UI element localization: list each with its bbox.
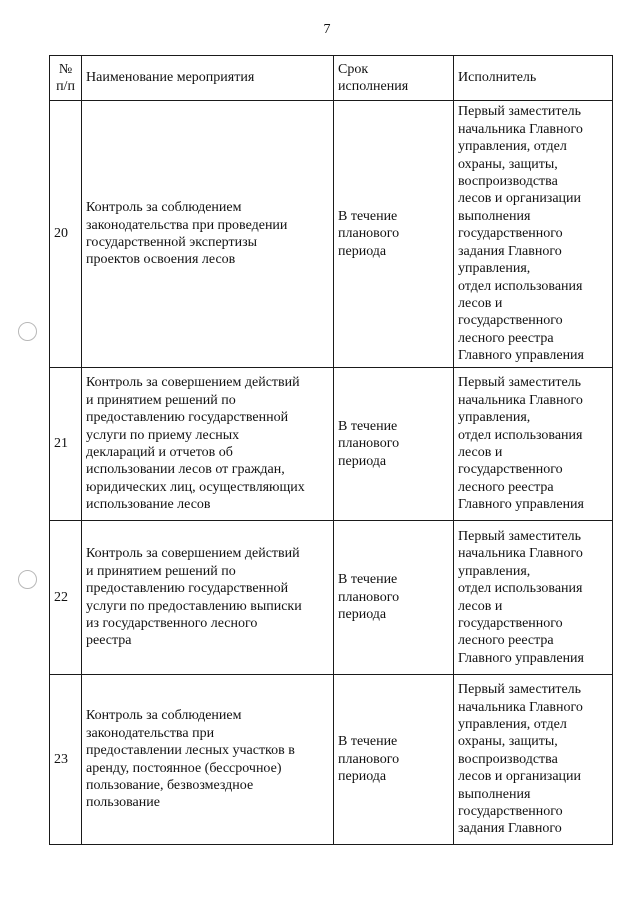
row-executor: Первый заместитель начальника Главного управления, отдел охраны, защиты, воспроизводства лесов и организации выполнения государственного задания Главного управления, отдел использования лесов и государственного лесного реестра Главного управления <box>454 101 613 368</box>
row-term: В течение планового периода <box>334 101 454 368</box>
row-measure-name: Контроль за соблюдением законодательства при проведении государственной экспертизы проектов освоения лесов <box>82 101 334 368</box>
row-measure-name: Контроль за соблюдением законодательства при предоставлении лесных участков в аренду, постоянное (бессрочное) пользование, безвозмездное пользование <box>82 675 334 845</box>
row-number: 21 <box>50 368 82 521</box>
row-executor: Первый заместитель начальника Главного управления, отдел охраны, защиты, воспроизводства лесов и организации выполнения государственного задания Главного <box>454 675 613 845</box>
measures-table <box>49 55 613 845</box>
row-number: 22 <box>50 521 82 675</box>
table-row <box>50 675 613 845</box>
table-row <box>50 521 613 675</box>
table-row <box>50 101 613 368</box>
row-number: 20 <box>50 101 82 368</box>
table-row <box>50 368 613 521</box>
row-term: В течение планового периода <box>334 368 454 521</box>
row-term: В течение планового периода <box>334 521 454 675</box>
row-measure-name: Контроль за совершением действий и принятием решений по предоставлению государственной услуги по предоставлению выписки из государственного лесного реестра <box>82 521 334 675</box>
punch-hole-mark <box>18 322 37 341</box>
row-executor: Первый заместитель начальника Главного управления, отдел использования лесов и государственного лесного реестра Главного управления <box>454 521 613 675</box>
row-number: 23 <box>50 675 82 845</box>
punch-hole-mark <box>18 570 37 589</box>
row-executor: Первый заместитель начальника Главного управления, отдел использования лесов и государственного лесного реестра Главного управления <box>454 368 613 521</box>
row-measure-name: Контроль за совершением действий и принятием решений по предоставлению государственной услуги по приему лесных деклараций и отчетов об использовании лесов от граждан, юридических лиц, осуществляющих использование лесов <box>82 368 334 521</box>
header-name: Наименование мероприятия <box>82 56 334 101</box>
page-number: 7 <box>323 22 331 37</box>
table-header-row <box>50 56 613 101</box>
row-term: В течение планового периода <box>334 675 454 845</box>
header-executor: Исполнитель <box>454 56 613 101</box>
header-number: № п/п <box>50 56 82 101</box>
header-term: Срок исполнения <box>334 56 454 101</box>
